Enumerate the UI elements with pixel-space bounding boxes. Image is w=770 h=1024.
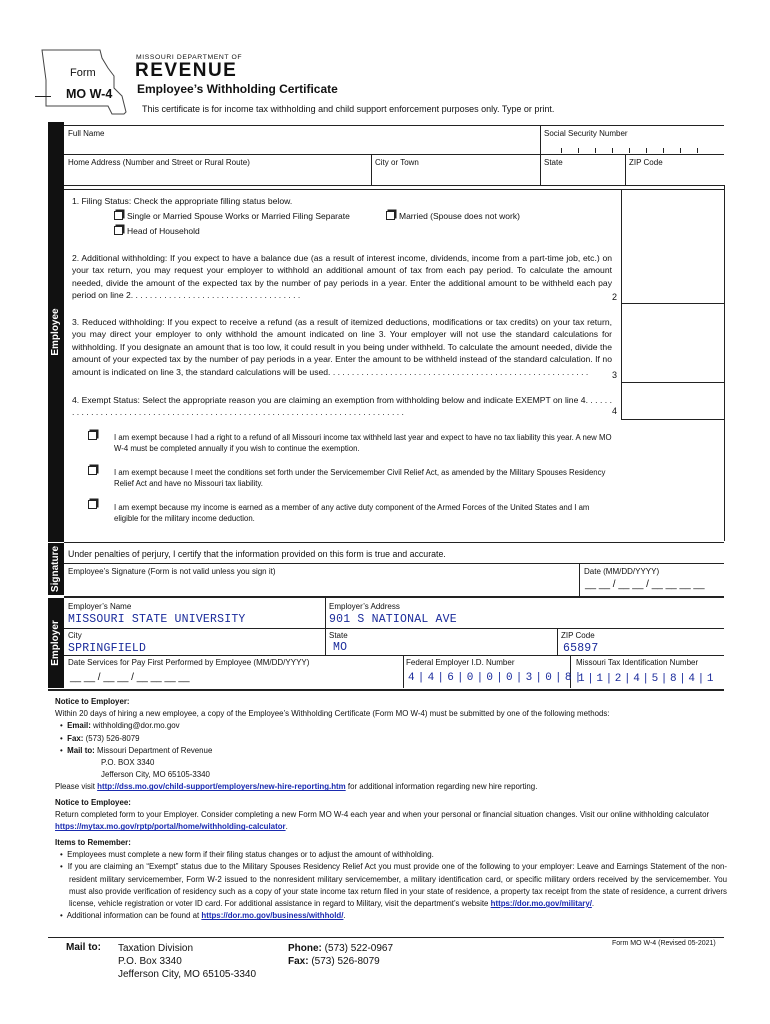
filing-single-option[interactable]: Single or Married Spouse Works or Married Filing Separate: [114, 211, 350, 222]
city-label: City or Town: [375, 158, 419, 167]
employer-state-field[interactable]: MO: [333, 641, 348, 654]
date-services-field[interactable]: __ __ / __ __ / __ __ __ __: [70, 672, 190, 683]
filing-head-option[interactable]: Head of Household: [114, 226, 200, 237]
notice-to-employee: Notice to Employee: Return completed form to your Employer. Consider completing a new Form MO W-4 each year and when your personal or financial situation changes. Visit our online withholding calculator https://mytax.mo.gov/rptp/portal/home/withholding-calculator.: [55, 798, 710, 832]
line3-reduced-withholding: 3. Reduced withholding: If you expect to receive a refund (as a result of itemized deductions, modifications or tax credits) on your tax return, you may direct your employer to only withhold the amount indicated on line 3. Your employer will not use the standard calculations for withholding. If you designate an amount that is too low, it could result in you being under withheld. To calculate the amount needed, divide the amount of your expected tax by the number of pay periods in a year. Enter the amount to be withheld instead of the standard calculation. If no amount is indicated on line 3, the standard calculations will be used. . . . . . . . . . . . . . . . . . . . . . . . . . . . . . . . . . . . . . . . . . . . . . . . . . . . . . .: [72, 317, 612, 377]
employer-state-label: State: [329, 631, 348, 640]
signature-section-tab: Signature: [48, 543, 64, 595]
form-revision: Form MO W-4 (Revised 05-2021): [612, 940, 716, 947]
date-services-label: Date Services for Pay First Performed by Employee (MM/DD/YYYY): [68, 658, 310, 667]
employer-name-field[interactable]: MISSOURI STATE UNIVERSITY: [68, 613, 246, 626]
full-name-field[interactable]: [66, 138, 536, 153]
fein-label: Federal Employer I.D. Number: [406, 658, 515, 667]
employer-name-label: Employer’s Name: [68, 602, 132, 611]
city-field[interactable]: [373, 168, 537, 184]
checkbox-married[interactable]: [386, 211, 395, 220]
filing-married-option[interactable]: Married (Spouse does not work): [386, 211, 520, 222]
missouri-state-outline-icon: [38, 46, 130, 116]
exempt-reason-military: I am exempt because my income is earned as a member of any active duty component of the Armed Forces of the United States and I am eligible for the military income deduction.: [114, 503, 590, 523]
line2-number: 2: [612, 292, 618, 302]
line2-amount-field[interactable]: [623, 290, 722, 303]
line4-exempt-field[interactable]: [623, 406, 722, 419]
home-address-label: Home Address (Number and Street or Rural Route): [68, 158, 250, 167]
footer-contact: Phone: (573) 522-0967 Fax: (573) 526-8079: [288, 943, 394, 967]
employee-section-tab: Employee: [48, 122, 64, 542]
form-word: Form: [70, 67, 96, 79]
form-id-dash: [35, 96, 51, 97]
zip-field[interactable]: [627, 168, 722, 184]
checkbox-exempt-servicemember[interactable]: [88, 466, 97, 475]
employer-address-field[interactable]: 901 S NATIONAL AVE: [329, 613, 457, 626]
agency-top: MISSOURI DEPARTMENT OF: [136, 54, 243, 61]
line2-additional-withholding: 2. Additional withholding: If you expect to have a balance due (as a result of interest income, dividends, income from a part-time job, etc.) on your tax return, you may request your employer to withhold an additional amount of tax from each pay period. To calculate the amount needed, divide the amount of the expected tax by the number of pay periods in a year. Enter the additional amount to be withheld each pay period on line 2. . . . . . . . . . . . . . . . . . . . . . . . . . . . . . . . . . . .: [72, 253, 612, 301]
exempt-reason-refund: I am exempt because I had a right to a refund of all Missouri income tax withheld last year and expect to have no tax liability this year. A new MO W-4 must be completed annually if you wish to continue the exemption.: [114, 433, 612, 453]
form-subtitle: This certificate is for income tax withholding and child support enforcement purposes only. Type or print.: [142, 104, 555, 114]
employer-zip-label: ZIP Code: [561, 631, 595, 640]
signature-date-label: Date (MM/DD/YYYY): [584, 567, 660, 576]
full-name-label: Full Name: [68, 129, 105, 138]
ssn-field[interactable]: [544, 139, 720, 153]
signature-label: Employee’s Signature (Form is not valid unless you sign it): [68, 567, 276, 576]
employer-address-label: Employer’s Address: [329, 602, 400, 611]
military-link[interactable]: https://dor.mo.gov/military/: [490, 899, 592, 909]
checkbox-exempt-refund[interactable]: [88, 431, 97, 440]
ssn-label: Social Security Number: [544, 129, 628, 138]
zip-label: ZIP Code: [629, 158, 663, 167]
employer-zip-field[interactable]: 65897: [563, 642, 599, 655]
home-address-field[interactable]: [66, 168, 368, 184]
checkbox-single[interactable]: [114, 211, 123, 220]
new-hire-reporting-link[interactable]: http://dss.mo.gov/child-support/employers/new-hire-reporting.htm: [97, 782, 346, 792]
withholding-calculator-link[interactable]: https://mytax.mo.gov/rptp/portal/home/withholding-calculator: [55, 822, 286, 832]
checkbox-head-of-household[interactable]: [114, 226, 123, 235]
exempt-reason-servicemember: I am exempt because I meet the conditions set forth under the Servicemember Civil Relief Act, as amended by the Military Spouses Residency Relief Act and have no Missouri tax liability.: [114, 468, 606, 488]
employer-city-field[interactable]: SPRINGFIELD: [68, 642, 147, 655]
footer-mail-to: Mail to:: [66, 942, 101, 953]
mo-tax-id-label: Missouri Tax Identification Number: [576, 658, 699, 667]
checkbox-exempt-military[interactable]: [88, 500, 97, 509]
fein-field[interactable]: 4|4|6|0|0|0|3|0|8|: [408, 672, 585, 684]
state-field[interactable]: [542, 168, 622, 184]
form-title: Employee’s Withholding Certificate: [137, 82, 338, 96]
line3-number: 3: [612, 370, 618, 380]
signature-date-field[interactable]: __ __ / __ __ / __ __ __ __: [585, 579, 705, 590]
employer-email: withholding@dor.mo.gov: [93, 721, 180, 731]
line4-exempt-status: 4. Exempt Status: Select the appropriate reason you are claiming an exemption from withholding below and indicate EXEMPT on line 4. . . . . . . . . . . . . . . . . . . . . . . . . . . . . . . . . . . . . . . . . . . . . . . . . . . . . . . . . . . . . . . . . . . . . . . . . . . .: [72, 395, 612, 418]
line1-filing-status: 1. Filing Status: Check the appropriate filling status below.: [72, 196, 293, 206]
revenue-logo: REVENUE: [135, 60, 238, 81]
state-label: State: [544, 158, 563, 167]
employer-city-label: City: [68, 631, 82, 640]
footer-address: Taxation Division P.O. Box 3340 Jefferson City, MO 65105-3340: [118, 943, 257, 980]
employee-signature-field[interactable]: [66, 577, 576, 595]
perjury-statement: Under penalties of perjury, I certify that the information provided on this form is true and accurate.: [68, 549, 446, 559]
form-id: MO W-4: [66, 87, 113, 101]
notice-to-employer: Notice to Employer: Within 20 days of hiring a new employee, a copy of the Employee’s Withholding Certificate (Form MO W-4) must be submitted by one of the following methods: • Email: withholding@dor.mo.gov • Fax: (573) 526-8079 • Mail to: Missouri Department of Revenue P.O. BOX 3340 Jefferson City, MO 65105-3340 Please visit http://dss.mo.gov/child-support/employers/new-hire-reporting.htm for additional information regarding new hire reporting.: [55, 697, 610, 792]
employer-section-tab: Employer: [48, 598, 64, 688]
withhold-info-link[interactable]: https://dor.mo.gov/business/withhold/: [201, 911, 344, 921]
items-to-remember: Items to Remember: • Employees must complete a new form if their filing status changes or to adjust the amount of withholding. • If you are claiming an “Exempt” status due to the Military Spouses Residency Relief Act you must provide one of the following to your employer: Leave and Earnings Statement of the non-resident military servicemember, Form W-2 issued to the nonresident military servicemember, a military identification card, or specific military orders received by the servicemember. You must also provide verification of residency such as a copy of your state income tax return filed in your state of residence, a property tax receipt from the state of residence, a current drivers license, vehicle registration or voter ID card. For additional assistance in regard to Military, visit the department’s website https://dor.mo.gov/military/. • Additional information can be found at https://dor.mo.gov/business/withhold/.: [55, 838, 727, 921]
line4-number: 4: [612, 406, 618, 416]
mo-tax-id-field[interactable]: 1|1|2|4|5|8|4|1: [578, 673, 717, 685]
line3-amount-field[interactable]: [623, 369, 722, 382]
